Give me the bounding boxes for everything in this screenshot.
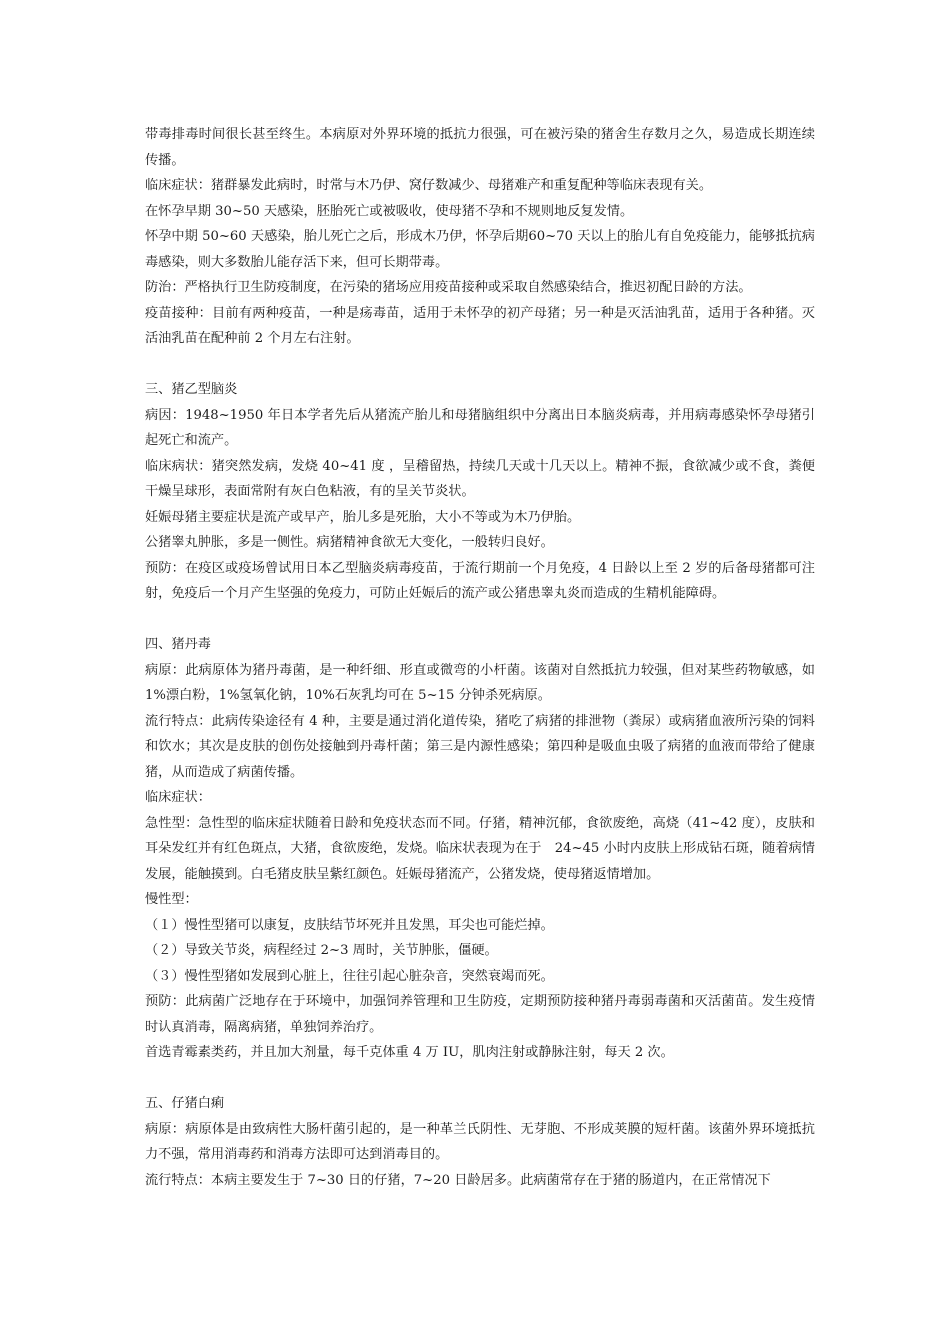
body-paragraph: 首选青霉素类药，并且加大剂量，每千克体重 4 万 IU，肌肉注射或静脉注射，每天 2 次。: [145, 1045, 674, 1060]
body-paragraph: 临床病状：猪突然发病，发烧 40~41 度 ，呈稽留热，持续几天或十几天以上。精神不振，食欲减少或不食，粪便干燥呈球形，表面常附有灰白色粘液，有的呈关节炎状。: [145, 458, 815, 499]
body-paragraph: 临床症状：猪群暴发此病时，时常与木乃伊、窝仔数减少、母猪难产和重复配种等临床表现有关。: [145, 178, 713, 193]
document-page: [145, 122, 815, 1193]
body-paragraph: 流行特点：本病主要发生于 7~30 日的仔猪，7~20 日龄居多。此病菌常存在于猪的肠道内，在正常情况下: [145, 1172, 771, 1188]
body-paragraph: 在怀孕早期 30~50 天感染，胚胎死亡或被吸收，使母猪不孕和不规则地反复发情。: [145, 203, 634, 219]
section-heading: 三、猪乙型脑炎: [145, 382, 238, 397]
body-paragraph: 慢性型：: [145, 892, 198, 907]
body-paragraph: （２）导致关节炎，病程经过 2~3 周时，关节肿胀，僵硬。: [145, 943, 498, 958]
body-paragraph: 公猪睾丸肿胀，多是一侧性。病猪精神食欲无大变化，一般转归良好。: [145, 535, 554, 550]
body-paragraph: 病原：病原体是由致病性大肠杆菌引起的，是一种革兰氏阴性、无芽胞、不形成荚膜的短杆菌。该菌外界环境抵抗力不强，常用消毒药和消毒方法即可达到消毒目的。: [145, 1121, 815, 1162]
body-paragraph: 病因：1948~1950 年日本学者先后从猪流产胎儿和母猪脑组织中分离出日本脑炎病毒，并用病毒感染怀孕母猪引起死亡和流产。: [145, 407, 815, 448]
paragraph-gap: [145, 352, 815, 378]
body-paragraph: 急性型：急性型的临床症状随着日龄和免疫状态而不同。仔猪，精神沉郁，食欲废绝，高烧（41~42 度），皮肤和耳朵发红并有红色斑点，大猪，食欲废绝，发烧。临床状表现为在于 24~45 小时内皮肤上形成钻石斑，随着病情发展，能触摸到。白毛猪皮肤呈紫红颜色。妊娠母猪流产，公猪发烧，使母猪返情增加。: [145, 815, 815, 882]
body-paragraph: （３）慢性型猪如发展到心脏上，往往引起心脏杂音，突然衰竭而死。: [145, 968, 554, 984]
body-paragraph: 临床症状：: [145, 790, 211, 805]
body-paragraph: 预防：在疫区或疫场曾试用日本乙型脑炎病毒疫苗，于流行期前一个月免疫，4 日龄以上至 2 岁的后备母猪都可注射，免疫后一个月产生坚强的免疫力，可防止妊娠后的流产或公猪患睾丸炎而造成的生精机能障碍。: [145, 560, 815, 601]
body-paragraph: 病原：此病原体为猪丹毒菌，是一种纤细、形直或微弯的小杆菌。该菌对自然抵抗力较强，但对某些药物敏感，如 1%漂白粉，1%氢氧化钠，10%石灰乳均可在 5~15 分钟杀死病原。: [145, 662, 815, 703]
body-paragraph: 妊娠母猪主要症状是流产或早产，胎儿多是死胎，大小不等或为木乃伊胎。: [145, 509, 581, 525]
body-paragraph: （１）慢性型猪可以康复，皮肤结节坏死并且发黑，耳尖也可能烂掉。: [145, 917, 554, 933]
section-heading: 四、猪丹毒: [145, 637, 211, 652]
body-paragraph: 预防：此病菌广泛地存在于环境中，加强饲养管理和卫生防疫，定期预防接种猪丹毒弱毒菌和灭活菌苗。发生疫情时认真消毒，隔离病猪，单独饲养治疗。: [145, 994, 815, 1035]
section-heading: 五、仔猪白痢: [145, 1096, 225, 1111]
body-paragraph: 流行特点：此病传染途径有 4 种，主要是通过消化道传染，猪吃了病猪的排泄物（粪尿）或病猪血液所污染的饲料和饮水；其次是皮肤的创伤处接触到丹毒杆菌；第三是内源性感染；第四种是吸血虫吸了病猪的血液而带给了健康猪，从而造成了病菌传播。: [145, 713, 815, 780]
paragraph-gap: [145, 1066, 815, 1092]
body-paragraph: 带毒排毒时间很长甚至终生。本病原对外界环境的抵抗力很强，可在被污染的猪舍生存数月之久，易造成长期连续传播。: [145, 127, 815, 168]
body-paragraph: 怀孕中期 50~60 天感染，胎儿死亡之后，形成木乃伊，怀孕后期60~70 天以上的胎儿有自免疫能力，能够抵抗病毒感染，则大多数胎儿能存活下来，但可长期带毒。: [145, 229, 815, 270]
body-paragraph: 疫苗接种：目前有两种疫苗，一种是疡毒苗，适用于未怀孕的初产母猪；另一种是灭活油乳苗，适用于各种猪。灭活油乳苗在配种前 2 个月左右注射。: [145, 305, 815, 346]
paragraph-gap: [145, 607, 815, 633]
body-paragraph: 防治：严格执行卫生防疫制度，在污染的猪场应用疫苗接种或采取自然感染结合，推迟初配日龄的方法。: [145, 280, 752, 295]
